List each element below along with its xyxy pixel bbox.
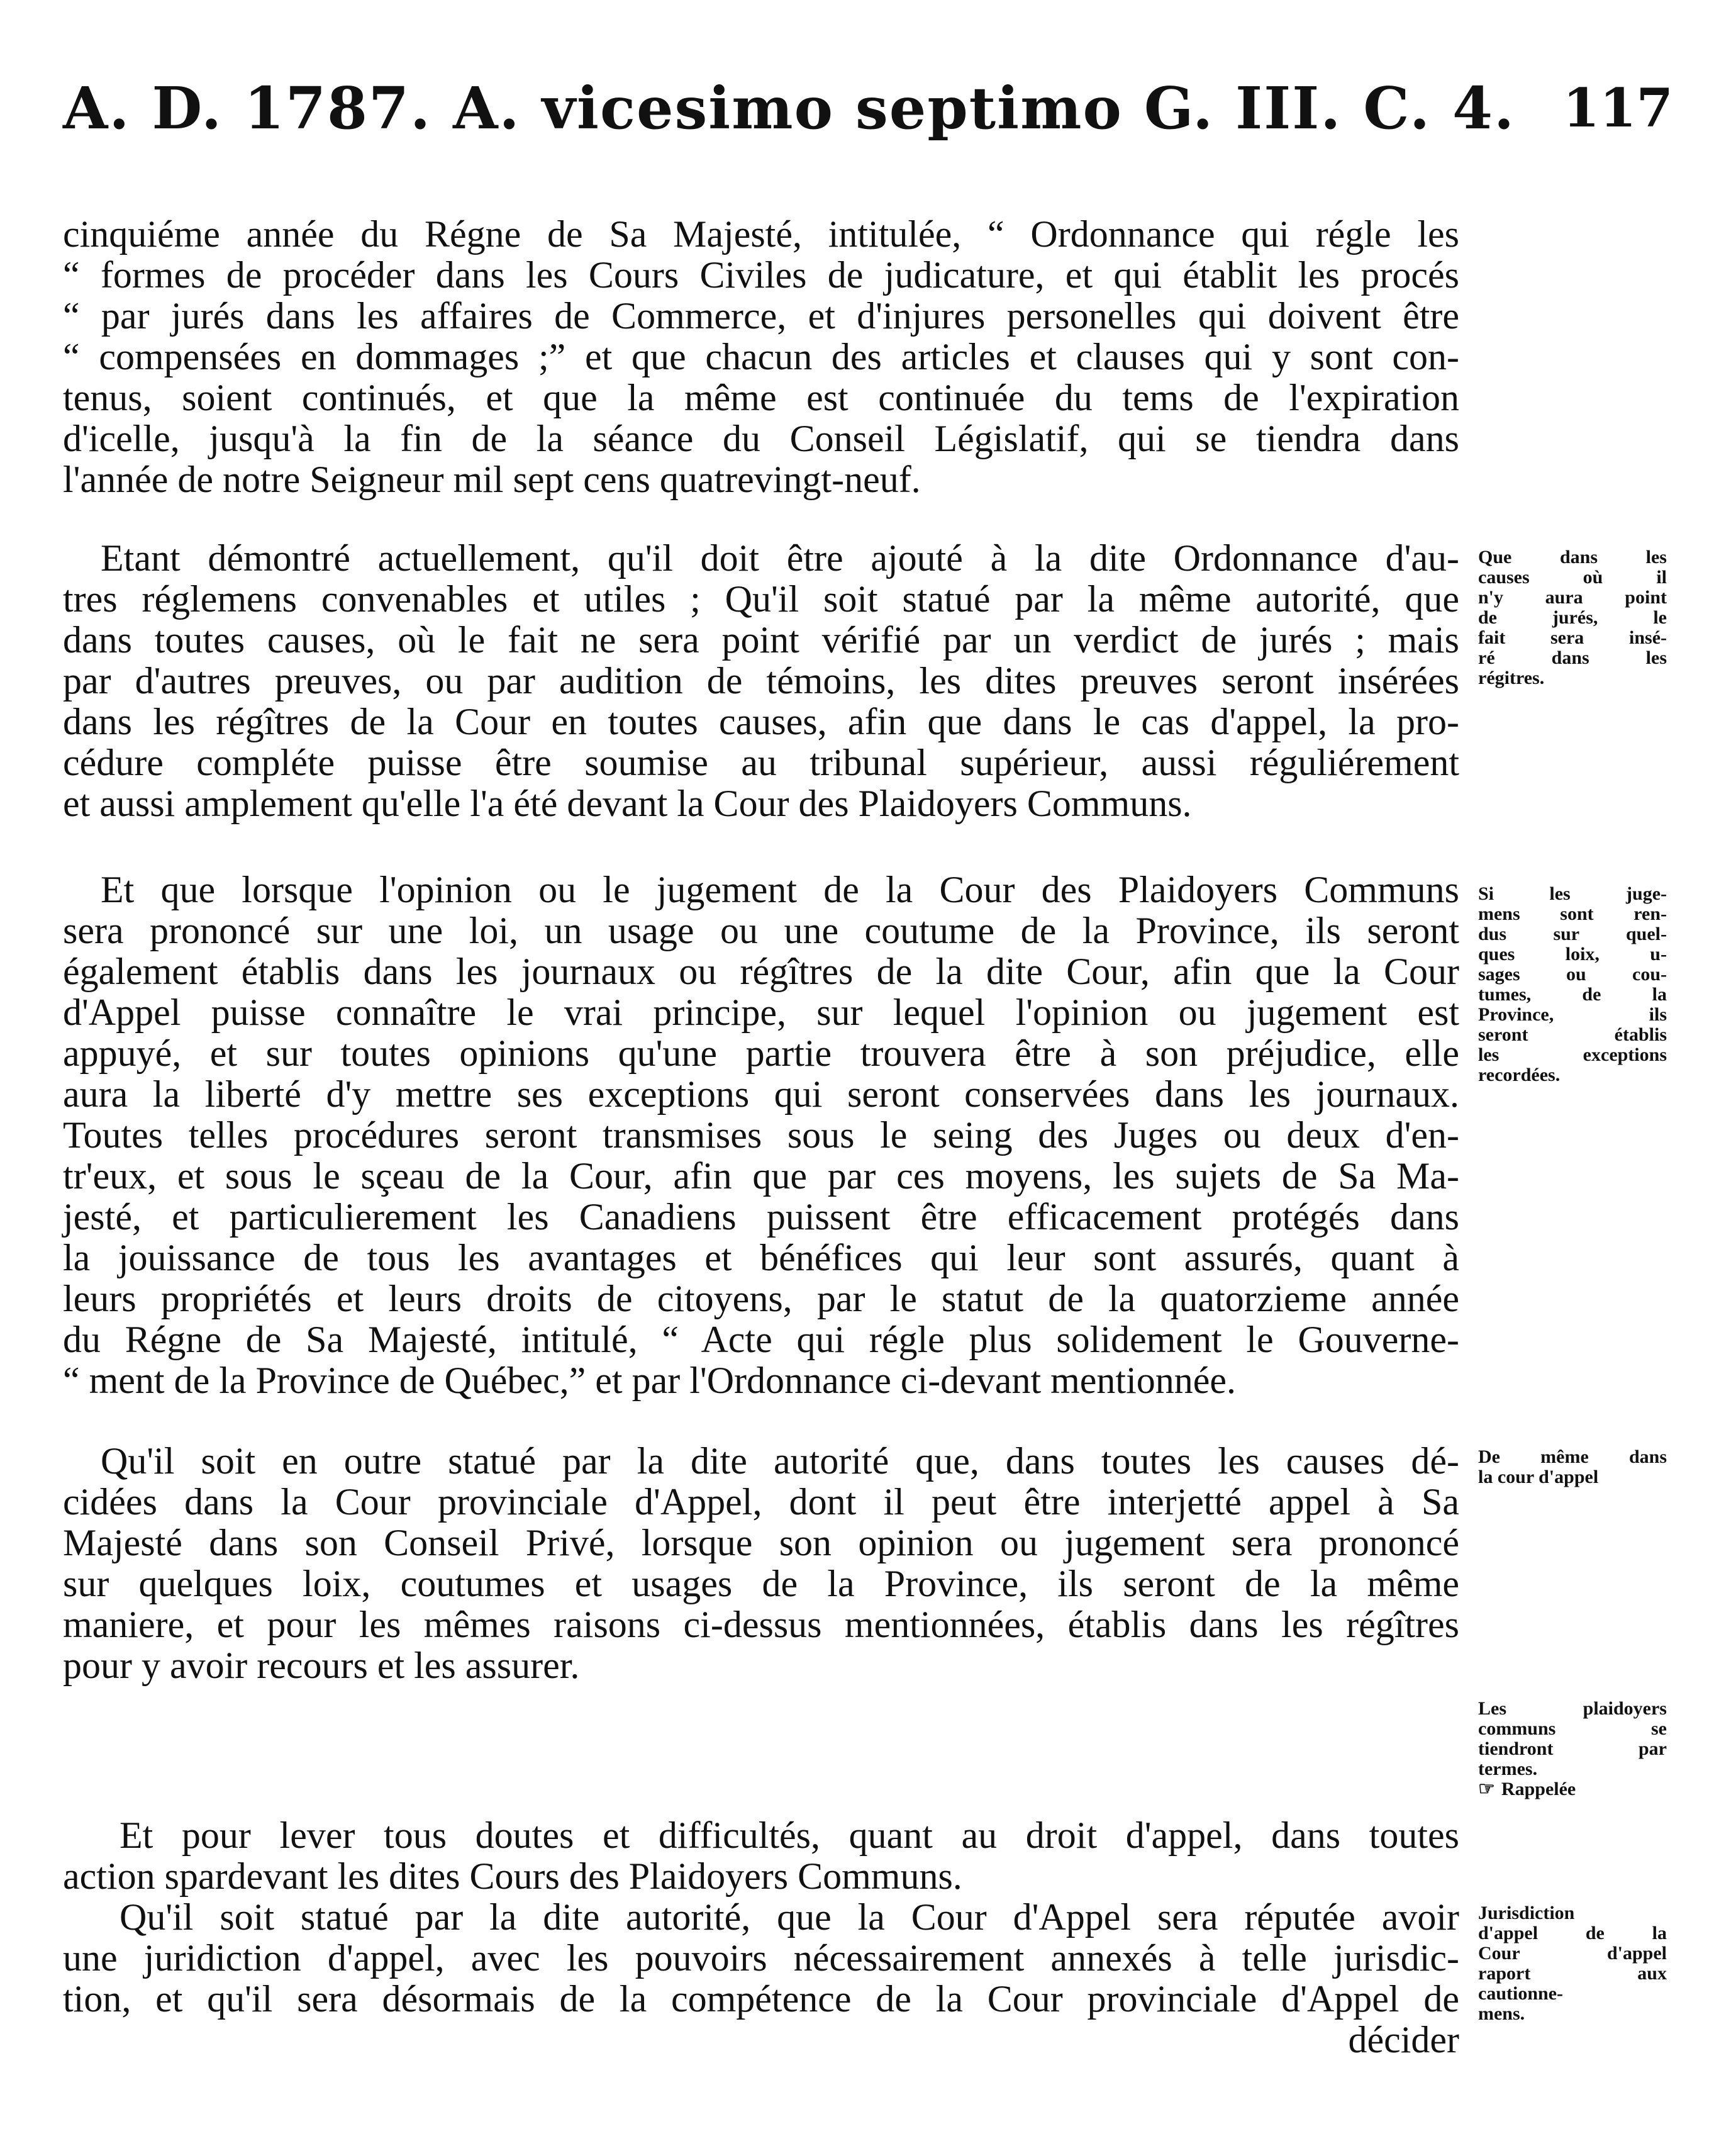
text-line: dans les régîtres de la Cour en toutes causes, afin que dans le cas d'appel, la pro-: [63, 701, 1459, 742]
margin-note-line: tumes, de la: [1478, 984, 1667, 1005]
margin-note-line: Si les juge-: [1478, 883, 1667, 904]
text-line: sur quelques loix, coutumes et usages de la Province, ils seront de la même: [63, 1563, 1459, 1604]
margin-note-line: tiendront par: [1478, 1738, 1667, 1759]
text-line: l'année de notre Seigneur mil sept cens quatrevingt-neuf.: [63, 459, 921, 500]
margin-note-line: causes où il: [1478, 567, 1667, 588]
text-line: une juridiction d'appel, avec les pouvoirs nécessairement annexés à telle jurisdic-: [63, 1937, 1459, 1979]
paragraph-jurisdiction: [63, 1897, 1459, 2061]
paragraph-appeal-court: [63, 1441, 1459, 1686]
text-line: également établis dans les journaux ou régîtres de la dite Cour, afin que la Cour: [63, 951, 1459, 992]
text-line: aura la liberté d'y mettre ses exceptions qui seront conservées dans les journaux.: [63, 1073, 1459, 1115]
margin-note-terms: [1478, 1699, 1667, 1799]
margin-note-line: raport aux: [1478, 1963, 1667, 1984]
text-line: “ compensées en dommages ;” et que chacun des articles et clauses qui y sont con-: [63, 336, 1459, 377]
text-line: “ ment de la Province de Québec,” et par l'Ordonnance ci-devant mentionnée.: [63, 1360, 1237, 1401]
text-line: d'icelle, jusqu'à la fin de la séance du Conseil Législatif, qui se tiendra dans: [63, 418, 1459, 459]
text-line: leurs propriétés et leurs droits de citoyens, par le statut de la quatorzieme année: [63, 1278, 1459, 1319]
text-line: du Régne de Sa Majesté, intitulé, “ Acte qui régle plus solidement le Gouverne-: [63, 1319, 1459, 1360]
text-line: d'Appel puisse connaître le vrai principe, sur lequel l'opinion ou jugement est: [63, 992, 1459, 1033]
margin-note-jurisdiction: [1478, 1903, 1667, 2024]
margin-note-line: ré dans les: [1478, 647, 1667, 668]
text-line: cédure compléte puisse être soumise au tribunal supérieur, aussi réguliérement: [63, 742, 1459, 783]
margin-note-line: fait sera insé-: [1478, 627, 1667, 648]
text-line: et aussi amplement qu'elle l'a été devant la Cour des Plaidoyers Communs.: [63, 783, 1192, 824]
margin-note-line: sages ou cou-: [1478, 964, 1667, 985]
margin-note-line: Province, ils: [1478, 1004, 1667, 1025]
text-line: jesté, et particulierement les Canadiens puissent être efficacement protégés dans: [63, 1196, 1459, 1238]
margin-note-line: communs se: [1478, 1718, 1667, 1739]
catchword: décider: [1348, 2019, 1459, 2061]
text-line: maniere, et pour les mêmes raisons ci-dessus mentionnées, établis dans les régîtres: [63, 1604, 1459, 1645]
margin-note-line: termes.: [1478, 1759, 1538, 1779]
text-line: appuyé, et sur toutes opinions qu'une partie trouvera être à son préjudice, elle: [63, 1032, 1459, 1074]
margin-note-line: Cour d'appel: [1478, 1943, 1667, 1964]
margin-note-line: Jurisdiction: [1478, 1903, 1575, 1923]
text-line: action spardevant les dites Cours des Plaidoyers Communs.: [63, 1855, 962, 1897]
text-line: Etant démontré actuellement, qu'il doit être ajouté à la dite Ordonnance d'au-: [101, 537, 1459, 579]
repealed-note: [1478, 1779, 1667, 1799]
margin-note-registers: [1478, 547, 1667, 688]
pointing-hand-icon: ☞: [1478, 1779, 1495, 1799]
text-line: cinquiéme année du Régne de Sa Majesté, intitulée, “ Ordonnance qui régle les: [63, 213, 1459, 255]
margin-note-line: d'appel de la: [1478, 1923, 1667, 1943]
text-line: Et pour lever tous doutes et difficultés, quant au droit d'appel, dans toutes: [120, 1814, 1459, 1856]
margin-note-line: recordées.: [1478, 1065, 1561, 1085]
margin-note-line: mens.: [1478, 2003, 1525, 2024]
repealed-label: Rappelée: [1501, 1779, 1576, 1799]
paragraph-registers: [63, 538, 1459, 824]
text-line: Et que lorsque l'opinion ou le jugement de la Cour des Plaidoyers Communs: [101, 869, 1459, 910]
running-header: [63, 74, 1673, 143]
text-line: dans toutes causes, où le fait ne sera point vérifié par un verdict de jurés ; mais: [63, 619, 1459, 661]
margin-note-line: cautionne-: [1478, 1983, 1563, 2004]
text-line: “ par jurés dans les affaires de Commerce, et d'injures personelles qui doivent être: [63, 295, 1459, 337]
margin-note-line: de jurés, le: [1478, 607, 1667, 628]
margin-note-appeal-court: [1478, 1447, 1667, 1487]
paragraph-judgments: [63, 869, 1459, 1401]
text-line: tenus, soient continués, et que la même est continuée du tems de l'expiration: [63, 377, 1459, 418]
margin-note-line: la cour d'appel: [1478, 1467, 1599, 1487]
text-line: Qu'il soit statué par la dite autorité, que la Cour d'Appel sera réputée avoir: [120, 1896, 1459, 1938]
margin-note-line: mens sont ren-: [1478, 903, 1667, 924]
text-line: cidées dans la Cour provinciale d'Appel, dont il peut être interjetté appel à Sa: [63, 1481, 1459, 1523]
margin-note-line: ques loix, u-: [1478, 944, 1667, 965]
text-line: par d'autres preuves, ou par audition de témoins, les dites preuves seront insérées: [63, 660, 1459, 702]
margin-note-line: Les plaidoyers: [1478, 1698, 1667, 1719]
text-line: Majesté dans son Conseil Privé, lorsque son opinion ou jugement sera prononcé: [63, 1522, 1459, 1563]
margin-note-line: seront établis: [1478, 1024, 1667, 1045]
text-line: Qu'il soit en outre statué par la dite autorité que, dans toutes les causes dé-: [101, 1440, 1459, 1482]
paragraph-continuation: [63, 214, 1459, 500]
page-number: 117: [1562, 77, 1673, 139]
margin-note-line: Que dans les: [1478, 547, 1667, 568]
text-line: pour y avoir recours et les assurer.: [63, 1645, 580, 1686]
text-line: “ formes de procéder dans les Cours Civiles de judicature, et qui établit les procés: [63, 254, 1459, 296]
text-line: tion, et qu'il sera désormais de la compétence de la Cour provinciale d'Appel de: [63, 1978, 1459, 2020]
margin-note-judgments: [1478, 884, 1667, 1085]
text-line: la jouissance de tous les avantages et bénéfices qui leur sont assurés, quant à: [63, 1237, 1459, 1278]
text-line: tres réglemens convenables et utiles ; Qu'il soit statué par la même autorité, que: [63, 578, 1459, 620]
text-line: Toutes telles procédures seront transmises sous le seing des Juges ou deux d'en-: [63, 1114, 1459, 1156]
margin-note-line: dus sur quel-: [1478, 924, 1667, 944]
paragraph-doubts: [63, 1815, 1459, 1897]
text-line: tr'eux, et sous le sçeau de la Cour, afin que par ces moyens, les sujets de Sa Ma-: [63, 1155, 1459, 1197]
margin-note-line: n'y aura point: [1478, 587, 1667, 608]
header-title: A. D. 1787. A. vicesimo septimo G. III. C. 4.: [63, 74, 1516, 142]
margin-note-line: les exceptions: [1478, 1044, 1667, 1065]
text-line: sera prononcé sur une loi, un usage ou une coutume de la Province, ils seront: [63, 910, 1459, 951]
margin-note-line: régitres.: [1478, 668, 1545, 688]
margin-note-line: De même dans: [1478, 1446, 1667, 1467]
